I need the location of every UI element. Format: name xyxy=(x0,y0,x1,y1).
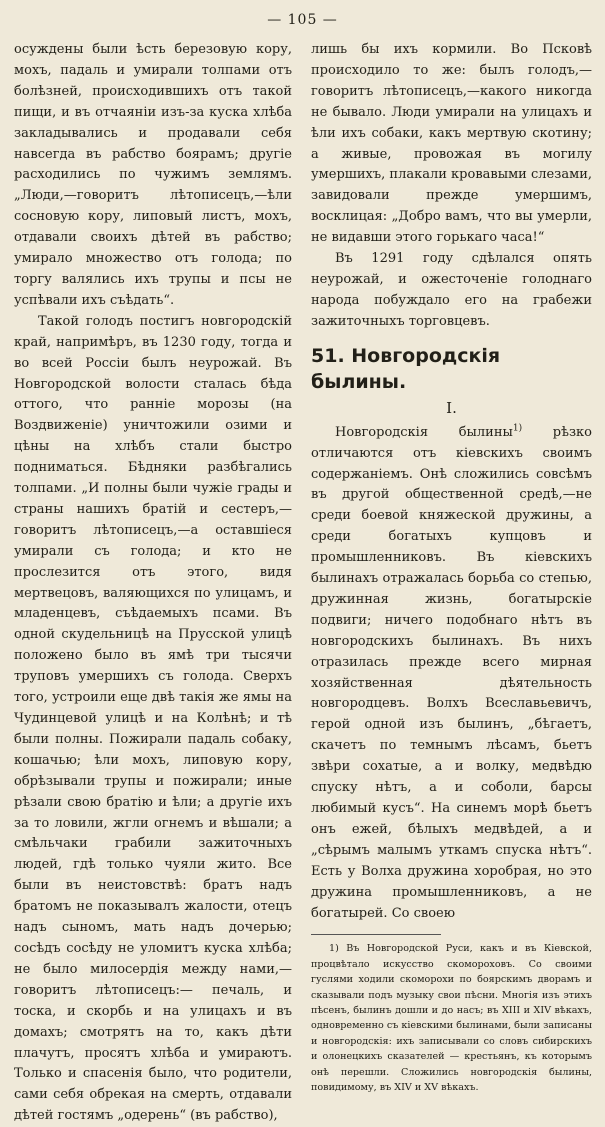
paragraph-rest: рѣзко отличаются отъ кіевскихъ своимъ содержаніемъ. Онѣ сложились совсѣмъ въ другой общественной средѣ,—не среди боевой княжеской дружины, а среди богатыхъ купцовъ и промышленниковъ. Въ кіевскихъ былинахъ отражалась борьба со степью, дружинная жизнь, богатырскіе подвиги; ничего подобнаго нѣтъ въ новгородскихъ былинахъ. Въ нихъ отразилась прежде всего мирная хозяйственная дѣятельность новгородцевъ. Волхъ Всеславьевичъ, герой одной изъ былинъ, „бѣгаетъ, скачетъ по темнымъ лѣсамъ, бьетъ звѣри сохатые, а и волку, медвѣдю спуску нѣтъ, а и соболи, барсы любимый кусъ“. На синемъ морѣ бьетъ онъ ежей, бѣлыхъ медвѣдей, а и „сѣрымъ малымъ уткамъ спуска нѣтъ“. Есть у Волха дружина хоробрая, но это дружина промышленниковъ, а не богатырей. Со своею xyxy=(311,424,592,921)
paragraph-novgorod-byliny xyxy=(311,423,592,925)
paragraph-famine-continued: осуждены были ѣсть березовую кору, мохъ, падаль и умирали толпами отъ болѣзней, происходившихъ отъ такой пищи, и въ отчаяніи изъ-за куска хлѣба закладывались и продавали себя навсегда въ рабство боярамъ; другіе расходились по чужимъ землямъ. „Люди,—говоритъ лѣтописецъ,—ѣли сосновую кору, липовый листъ, мохъ, отдавали своихъ дѣтей въ рабство; умирало множество отъ голода; по торгу валялись ихъ трупы и псы не успѣвали ихъ съѣдать“. xyxy=(14,42,292,308)
paragraph-start: Новгородскія былины xyxy=(335,424,513,440)
footnote-text: 1) Въ Новгородской Руси, какъ и въ Кіевской, процвѣтало искусство скомороховъ. Со своими гуслями ходили скоморохи по боярскимъ дворамъ и сказывали подъ музыку свои пѣсни. Многія изъ этихъ пѣсенъ, былинъ дошли и до насъ; въ XIII и XIV вѣкахъ, одновременно съ кіевскими былинами, были записаны и новгородскія: ихъ записывали со словъ сибирскихъ и олонецкихъ сказателей — крестьянъ, къ которымъ онѣ перешли. Сложились новгородскія былины, повидимому, въ XIV и XV вѣкахъ. xyxy=(311,943,592,1094)
right-column xyxy=(311,40,592,1096)
paragraph-pskov-famine: лишь бы ихъ кормили. Во Псковѣ происходило то же: былъ голодъ,—говоритъ лѣтописецъ,—какого никогда не бывало. Люди умирали на улицахъ и ѣли ихъ собаки, какъ мертвую скотину; а живые, провожая въ могилу умершихъ, плакали кровавыми слезами, завидовали прежде умершимъ, восклицая: „Добро вамъ, что вы умерли, не видавши этого горькаго часа!“ xyxy=(311,42,592,246)
page-number: — 105 — xyxy=(267,12,338,28)
paragraph-famine-1230: Такой голодъ постигъ новгородскій край, напримѣръ, въ 1230 году, тогда и во всей Россіи былъ неурожай. Въ Новгородской волости сталась бѣда оттого, что ранніе морозы (на Воздвиженіе) уничтожили озими и цѣны на хлѣбъ стали быстро подниматься. Бѣдняки разбѣгались толпами. „И полны были чужіе грады и страны нашихъ братій и сестеръ,— говоритъ лѣтописецъ,—а оставшіеся умирали съ голода; и кто не прослезится отъ этого, видя мертвецовъ, валяющихся по улицамъ, и младенцевъ, съѣдаемыхъ псами. Въ одной скудельницѣ на Прусской улицѣ положено было въ ямѣ три тысячи труповъ умершихъ съ голода. Сверхъ того, устроили еще двѣ такія же ямы на Чудинцевой улицѣ и на Колѣнѣ; и тѣ были полны. Пожирали падаль собаку, кошачью; ѣли мохъ, липовую кору, обрѣзывали трупы и пожирали; иные рѣзали свою братію и ѣли; а другіе ихъ за то ловили, жгли огнемъ и вѣшали; а смѣльчаки грабили зажиточныхъ людей, гдѣ только чуяли жито. Все были въ неистовствѣ: братъ надъ братомъ не показывалъ жалости, отецъ надъ сыномъ, мать надъ дочерью; сосѣдъ сосѣду не уломитъ куска хлѣба; не было милосердія между нами,—говоритъ лѣтописецъ:— печаль, и тоска, и скорбь и на улицахъ и въ домахъ; смотрятъ на то, какъ дѣти плачутъ, просятъ хлѣба и умираютъ. Только и спасенія было, что родители, сами себя обрекая на смерть, отдавали дѣтей гостямъ „одерень“ (въ рабство), xyxy=(14,313,292,1124)
chapter-number: I. xyxy=(446,398,457,417)
footnote xyxy=(311,941,592,1095)
footnote-marker: 1) xyxy=(512,423,523,434)
paragraph-1291: Въ 1291 году сдѣлался опять неурожай, и ожесточеніе голоднаго народа побуждало его на грабежи зажиточныхъ торговцевъ. xyxy=(311,251,592,329)
left-column xyxy=(14,40,292,1127)
section-title: 51. Новгородскія былины. xyxy=(311,344,501,393)
footnote-divider xyxy=(311,934,441,935)
